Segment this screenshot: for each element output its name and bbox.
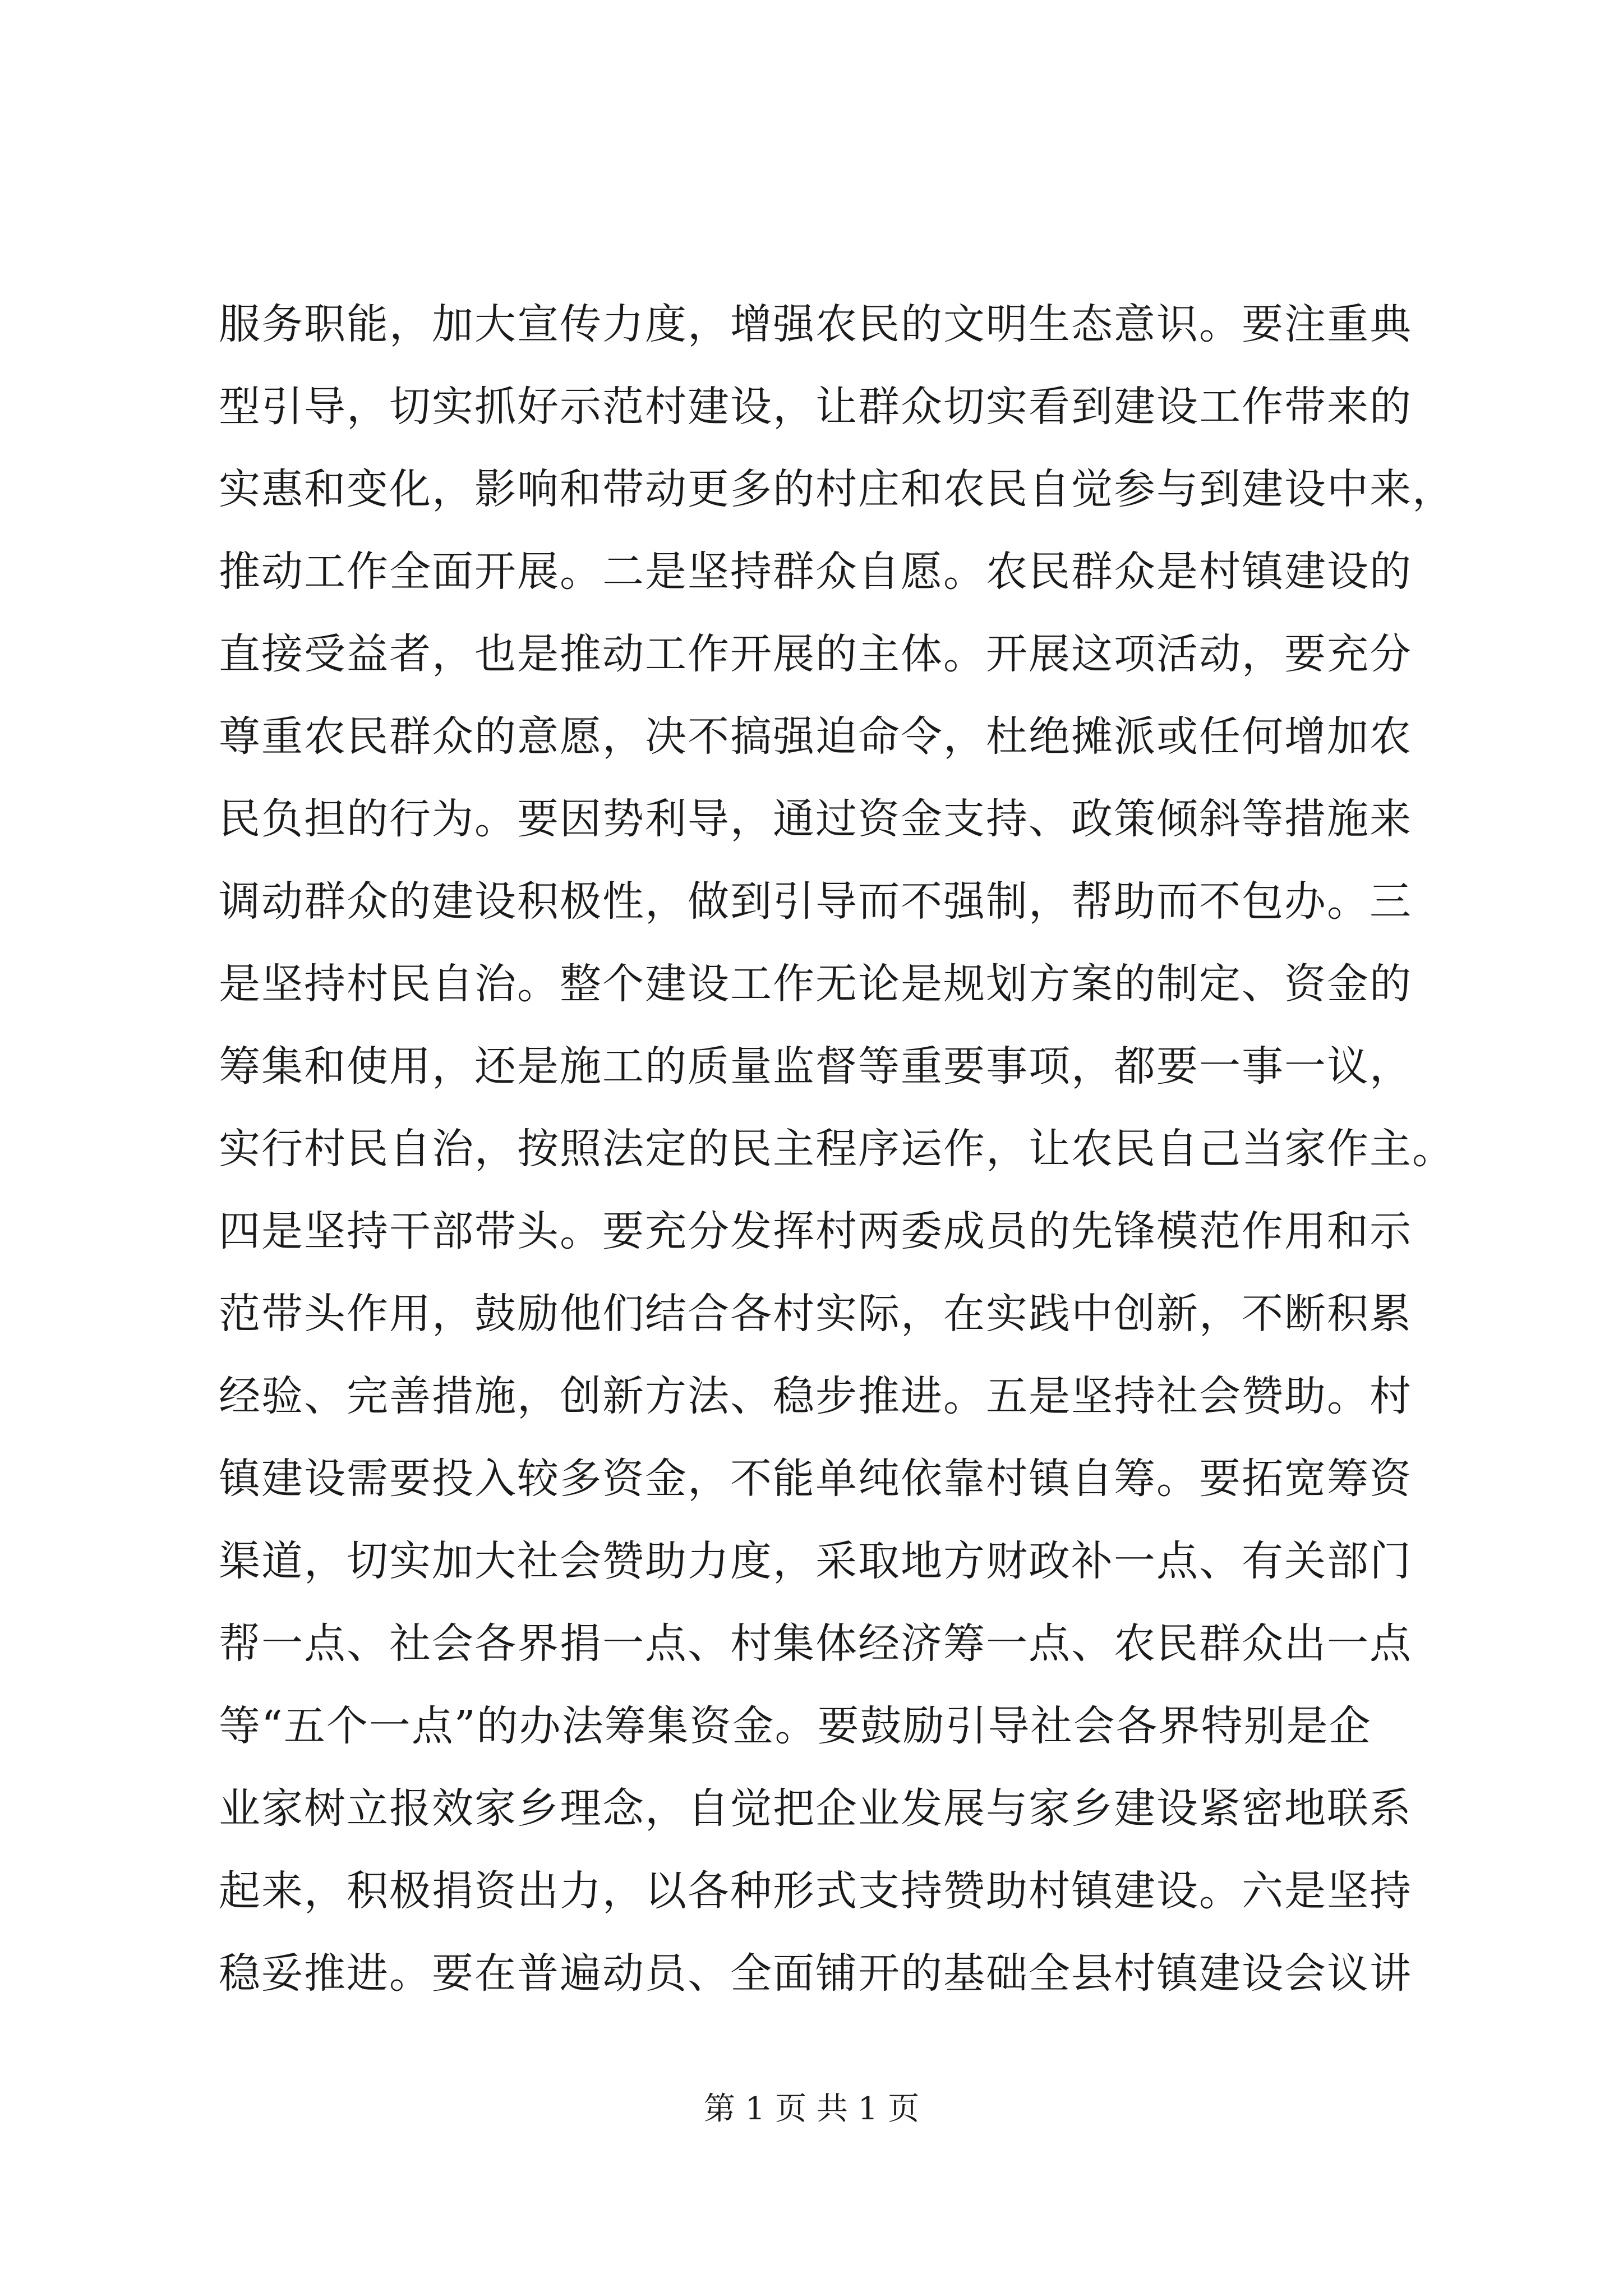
- text-line: 推动工作全面开展。二是坚持群众自愿。农民群众是村镇建设的: [219, 547, 1412, 596]
- text-line: 实行村民自治，按照法定的民主程序运作，让农民自己当家作主。: [219, 1125, 1455, 1173]
- body-text: [219, 283, 1453, 2015]
- text-line: 调动群众的建设积极性，做到引导而不强制，帮助而不包办。三: [219, 877, 1412, 926]
- page-number-footer: 第 1 页 共 1 页: [703, 2091, 920, 2127]
- text-line: 筹集和使用，还是施工的质量监督等重要事项，都要一事一议，: [219, 1042, 1412, 1091]
- text-line: 服务职能，加大宣传力度，增强农民的文明生态意识。要注重典: [219, 300, 1412, 348]
- text-line: 直接受益者，也是推动工作开展的主体。开展这项活动，要充分: [219, 630, 1412, 678]
- text-line: 稳妥推进。要在普遍动员、全面铺开的基础全县村镇建设会议讲: [219, 1949, 1412, 1998]
- text-line: 民负担的行为。要因势利导，通过资金支持、政策倾斜等措施来: [219, 795, 1412, 843]
- text-line: 尊重农民群众的意愿，决不搞强迫命令，杜绝摊派或任何增加农: [219, 712, 1412, 761]
- text-line: 起来，积极捐资出力，以各种形式支持赞助村镇建设。六是坚持: [219, 1867, 1412, 1915]
- text-line: 等“五个一点”的办法筹集资金。要鼓励引导社会各界特别是企: [219, 1702, 1372, 1750]
- text-line: 镇建设需要投入较多资金，不能单纯依靠村镇自筹。要拓宽筹资: [219, 1455, 1412, 1503]
- text-line: 经验、完善措施，创新方法、稳步推进。五是坚持社会赞助。村: [219, 1372, 1412, 1420]
- text-line: 四是坚持干部带头。要充分发挥村两委成员的先锋模范作用和示: [219, 1207, 1412, 1255]
- text-line: 帮一点、社会各界捐一点、村集体经济筹一点、农民群众出一点: [219, 1619, 1412, 1668]
- text-line: 型引导，切实抓好示范村建设，让群众切实看到建设工作带来的: [219, 383, 1412, 431]
- text-line: 范带头作用，鼓励他们结合各村实际，在实践中创新，不断积累: [219, 1290, 1412, 1338]
- text-line: 业家树立报效家乡理念，自觉把企业发展与家乡建设紧密地联系: [219, 1784, 1412, 1833]
- text-line: 实惠和变化，影响和带动更多的村庄和农民自觉参与到建设中来，: [219, 465, 1455, 513]
- text-line: 是坚持村民自治。整个建设工作无论是规划方案的制定、资金的: [219, 960, 1412, 1008]
- text-line: 渠道，切实加大社会赞助力度，采取地方财政补一点、有关部门: [219, 1537, 1412, 1585]
